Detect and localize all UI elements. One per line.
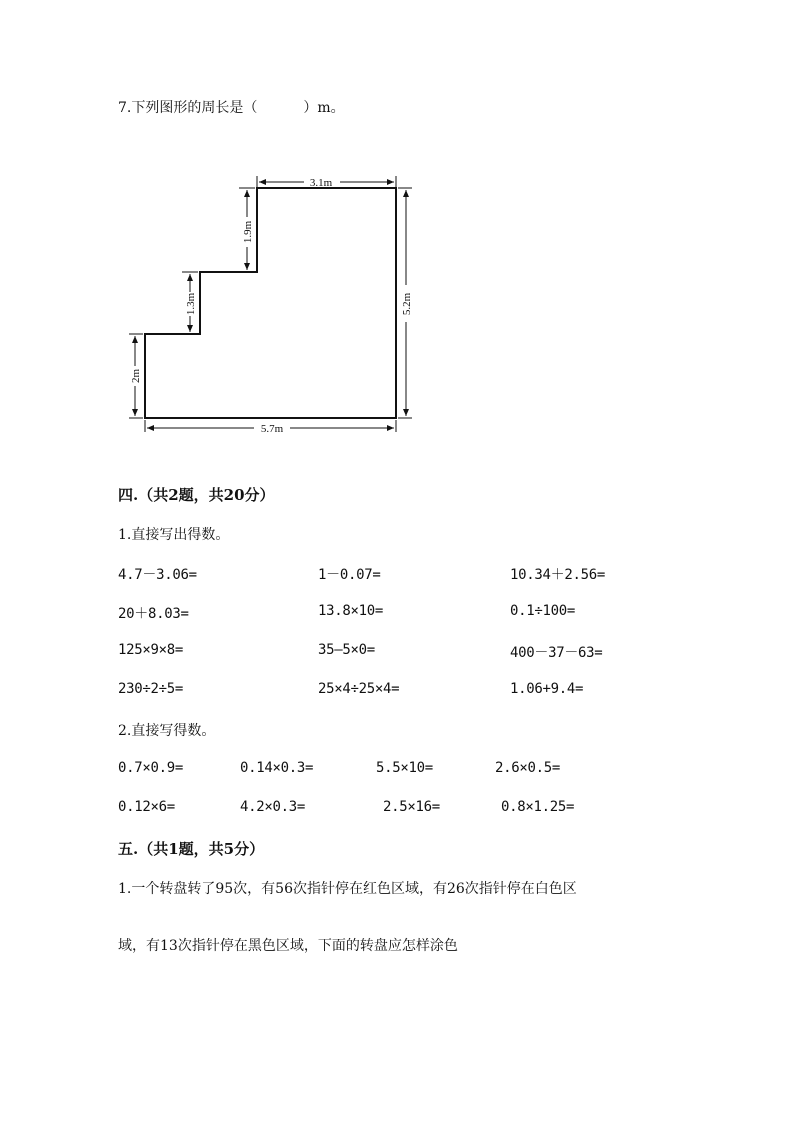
- q1-r1-c2: 1－0.07=: [318, 567, 381, 583]
- dimension-step2-label: 1.9m: [242, 220, 254, 244]
- question-7-prefix: 7.下列图形的周长是（: [118, 100, 258, 116]
- q1-r3-c1: 125×9×8=: [118, 642, 184, 658]
- dimension-right-label: 5.2m: [401, 292, 413, 316]
- question-7-suffix: ）m。: [303, 100, 345, 116]
- section-4-question-2: 2.直接写得数。: [118, 723, 216, 739]
- dimension-right: [398, 188, 413, 418]
- q1-r1-c1: 4.7－3.06=: [118, 567, 197, 583]
- q1-r4-c1: 230÷2÷5=: [118, 681, 184, 697]
- q2-r1-c3: 5.5×10=: [376, 760, 433, 776]
- q2-r2-c3: 2.5×16=: [383, 799, 440, 815]
- q1-r1-c3: 10.34＋2.56=: [510, 567, 605, 583]
- q2-r2-c1: 0.12×6=: [118, 799, 175, 815]
- q1-r4-c2: 25×4÷25×4=: [318, 681, 400, 697]
- q2-r2-c4: 0.8×1.25=: [501, 799, 575, 815]
- q1-r4-c3: 1.06+9.4=: [510, 681, 584, 697]
- section-4-question-1: 1.直接写出得数。: [118, 527, 230, 543]
- dimension-step2: [239, 188, 255, 270]
- q2-r1-c2: 0.14×0.3=: [240, 760, 314, 776]
- q1-r3-c2: 35—5×0=: [318, 642, 375, 658]
- dimension-left: [129, 334, 143, 418]
- q2-r2-c2: 4.2×0.3=: [240, 799, 306, 815]
- dimension-step1-label: 1.3m: [185, 292, 197, 316]
- figure-outline: [145, 188, 396, 418]
- q1-r3-c3: 400－37－63=: [510, 645, 603, 661]
- section-5-question-1-line-2: 域，有13次指针停在黑色区域，下面的转盘应怎样涂色: [118, 938, 458, 954]
- dimension-top-label: 3.1m: [309, 177, 333, 189]
- dimension-step1: [182, 272, 198, 332]
- q1-r2-c1: 20＋8.03=: [118, 606, 189, 622]
- dimension-bottom: [145, 420, 396, 435]
- section-4-heading: 四.（共2题，共20分）: [118, 486, 275, 504]
- section-5-question-1-line-1: 1.一个转盘转了95次，有56次指针停在红色区域，有26次指针停在白色区: [118, 881, 577, 897]
- section-5-heading: 五.（共1题，共5分）: [118, 840, 265, 858]
- q1-r2-c2: 13.8×10=: [318, 603, 384, 619]
- q1-r2-c3: 0.1÷100=: [510, 603, 576, 619]
- dimension-left-label: 2m: [130, 368, 142, 384]
- q2-r1-c1: 0.7×0.9=: [118, 760, 184, 776]
- q2-r1-c4: 2.6×0.5=: [495, 760, 561, 776]
- staircase-figure: [0, 0, 794, 460]
- dimension-bottom-label: 5.7m: [260, 423, 284, 435]
